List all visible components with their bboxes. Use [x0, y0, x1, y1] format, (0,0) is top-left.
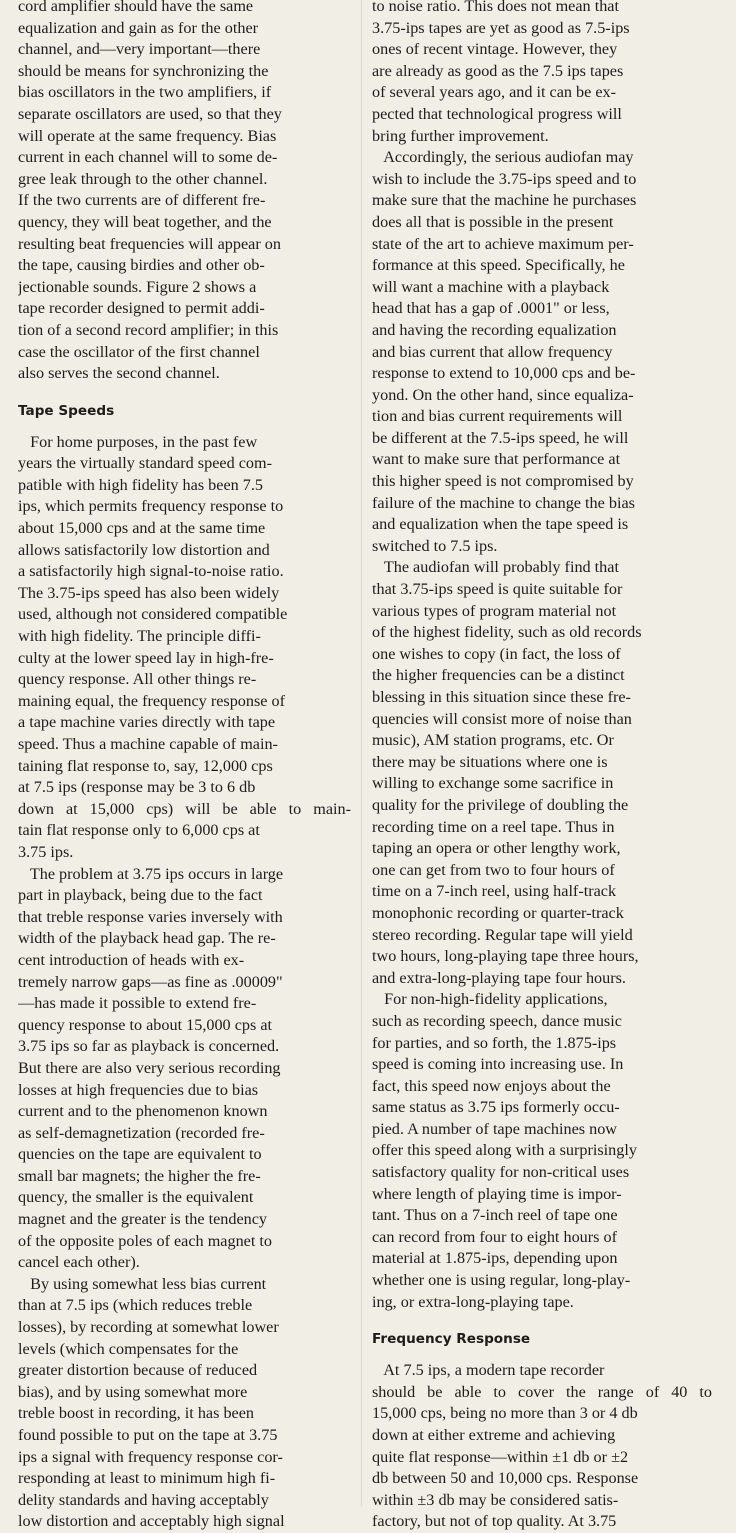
column-gutter [361, 0, 362, 1506]
section-heading: Frequency Response [372, 1331, 531, 1348]
text-line: material at 1.875-ips, depending upon [372, 1249, 618, 1268]
text-line: down at either extreme and achieving [372, 1426, 616, 1444]
text-line: culty at the lower speed lay in high-fre- [18, 648, 274, 667]
text-line: and bias current that allow frequency [372, 342, 613, 361]
text-line: channel, and—very important—there [18, 40, 261, 59]
text-line: part in playback, being due to the fact [18, 886, 263, 905]
text-line: equalization and gain as for the other [18, 18, 259, 37]
text-line: will want a machine with a playback [372, 277, 610, 296]
text-line: such as recording speech, dance music [372, 1011, 622, 1030]
text-line: yond. On the other hand, since equaliza- [372, 385, 634, 404]
text-line: the higher frequencies can be a distinct [372, 666, 625, 685]
text-line: tion of a second record amplifier; in this [18, 320, 279, 339]
text-line: case the oscillator of the first channel [18, 342, 260, 361]
text-line: as self-demagnetization (recorded fre- [18, 1123, 265, 1142]
text-line: bias), and by using somewhat more [18, 1382, 248, 1401]
text-line: one wishes to copy (in fact, the loss of [372, 644, 621, 663]
text-line: quency, the smaller is the equivalent [18, 1188, 254, 1207]
text-line: Accordingly, the serious audiofan may [372, 148, 634, 167]
text-line: music), AM station programs, etc. Or [372, 731, 614, 750]
text-line: For home purposes, in the past few [18, 432, 258, 451]
text-line: current and to the phenomenon known [18, 1102, 268, 1121]
text-line: losses at high frequencies due to bias [18, 1080, 259, 1099]
text-line: maining equal, the frequency response of [18, 691, 285, 710]
text-line: failure of the machine to change the bias [372, 493, 635, 512]
text-line: 3.75 ips so far as playback is concerned. [18, 1037, 280, 1056]
text-line: bring further improvement. [372, 126, 549, 145]
text-line: db between 50 and 10,000 cps. Response [372, 1469, 639, 1488]
text-line: used, although not considered compatible [18, 605, 288, 624]
text-line: quency response. All other things re- [18, 670, 257, 689]
text-line: speed. Thus a machine capable of main- [18, 735, 278, 753]
text-line: —has made it possible to extend fre- [18, 994, 257, 1013]
text-line: for parties, and so forth, the 1.875-ips [372, 1033, 617, 1052]
text-line: and equalization when the tape speed is [372, 515, 629, 534]
text-line: within ±3 db may be considered satis- [372, 1490, 619, 1509]
text-line: speed is coming into increasing use. In [372, 1055, 624, 1074]
text-line: delity standards and having acceptably [18, 1490, 269, 1509]
text-line: of several years ago, and it can be ex- [372, 83, 617, 102]
text-line: that 3.75-ips speed is quite suitable for [372, 580, 623, 599]
text-line: and having the recording equalization [372, 320, 617, 339]
text-line: allows satisfactorily low distortion and [18, 540, 270, 559]
text-line: quencies will consist more of noise than [372, 709, 632, 728]
text-line: quencies on the tape are equivalent to [18, 1145, 262, 1164]
text-line: be different at the 7.5-ips speed, he will [372, 428, 629, 447]
text-line: at 7.5 ips (response may be 3 to 6 db [18, 778, 256, 797]
text-line: down at 15,000 cps) will be able to main- [18, 799, 351, 818]
text-line: that treble response varies inversely with [18, 907, 283, 926]
text-line: response to extend to 10,000 cps and be- [372, 364, 636, 383]
text-line: switched to 7.5 ips. [372, 536, 498, 555]
text-line: same status as 3.75 ips formerly occu- [372, 1098, 620, 1117]
text-line: a tape machine varies directly with tape [18, 713, 276, 732]
text-line: with high fidelity. The principle diffi- [18, 627, 261, 646]
text-line: 3.75-ips tapes are yet as good as 7.5-ips [372, 18, 630, 37]
text-line: taining flat response to, say, 12,000 cps [18, 756, 273, 775]
spacer [372, 1350, 712, 1360]
text-line: and extra-long-playing tape four hours. [372, 968, 626, 987]
text-line: factory, but not of top quality. At 3.75 [372, 1512, 617, 1531]
text-line: the tape, causing birdies and other ob- [18, 256, 265, 275]
text-line: separate oscillators are used, so that they [18, 104, 282, 123]
text-line: magnet and the greater is the tendency [18, 1210, 268, 1229]
text-line: where length of playing time is impor- [372, 1184, 622, 1203]
text-line: formance at this speed. Specifically, he [372, 256, 625, 275]
text-line: tape recorder designed to permit addi- [18, 299, 265, 318]
text-line: losses), by recording at somewhat lower [18, 1318, 279, 1337]
text-line: ones of recent vintage. However, they [372, 40, 618, 59]
text-line: cent introduction of heads with ex- [18, 950, 245, 969]
text-line: The problem at 3.75 ips occurs in large [18, 864, 284, 883]
text-line: found possible to put on the tape at 3.75 [18, 1426, 278, 1444]
text-line: want to make sure that performance at [372, 450, 621, 469]
text-line: a satisfactorily high signal-to-noise ratio. [18, 562, 284, 581]
text-line: tremely narrow gaps—as fine as .00009" [18, 972, 283, 991]
text-line: head that has a gap of .0001" or less, [372, 299, 610, 318]
text-line: one can get from two to four hours of [372, 860, 615, 879]
text-line: quency response to about 15,000 cps at [18, 1015, 272, 1034]
text-line: should be able to cover the range of 40 to [372, 1382, 712, 1401]
text-line: wish to include the 3.75-ips speed and to [372, 169, 637, 188]
text-line: At 7.5 ips, a modern tape recorder [372, 1361, 605, 1380]
text-line: also serves the second channel. [18, 364, 220, 383]
text-line: quency, they will beat together, and the [18, 212, 272, 231]
text-line: ips, which permits frequency response to [18, 497, 284, 516]
spacer [18, 422, 351, 432]
text-line: than at 7.5 ips (which reduces treble [18, 1296, 253, 1315]
text-line: of the highest fidelity, such as old records [372, 623, 642, 642]
text-line: patible with high fidelity has been 7.5 [18, 475, 264, 494]
text-line: offer this speed along with a surprisingly [372, 1141, 637, 1160]
text-line: tain flat response only to 6,000 cps at [18, 821, 260, 840]
spacer [372, 1313, 712, 1328]
text-line: stereo recording. Regular tape will yield [372, 925, 633, 944]
text-line: time on a 7-inch reel, using half-track [372, 882, 617, 901]
text-line: monophonic recording or quarter-track [372, 903, 624, 922]
text-line: tant. Thus on a 7-inch reel of tape one [372, 1206, 618, 1225]
text-line: of the opposite poles of each magnet to [18, 1231, 272, 1250]
text-line: years the virtually standard speed com- [18, 454, 272, 473]
text-column-left [18, 0, 351, 1533]
text-line: about 15,000 cps and at the same time [18, 519, 266, 538]
text-line: tion and bias current requirements will [372, 407, 623, 426]
text-line: there may be situations where one is [372, 752, 608, 771]
text-line: ing, or extra-long-playing tape. [372, 1292, 574, 1311]
text-line: does all that is possible in the present [372, 212, 614, 231]
text-line: treble boost in recording, it has been [18, 1404, 254, 1423]
text-line: to noise ratio. This does not mean that [372, 0, 619, 15]
text-line: levels (which compensates for the [18, 1339, 239, 1358]
text-line: responding at least to minimum high fi- [18, 1469, 276, 1488]
text-line: greater distortion because of reduced [18, 1361, 258, 1380]
text-line: various types of program material not [372, 601, 617, 620]
text-line: 15,000 cps, being no more than 3 or 4 db [372, 1404, 638, 1423]
text-line: recording time on a reel tape. Thus in [372, 817, 615, 836]
text-line: If the two currents are of different fre- [18, 191, 266, 210]
text-line: resulting beat frequencies will appear on [18, 234, 281, 253]
text-line: cancel each other). [18, 1253, 140, 1272]
text-line: cord amplifier should have the same [18, 0, 254, 15]
spacer [18, 385, 351, 400]
text-line: will operate at the same frequency. Bias [18, 126, 277, 145]
text-line: current in each channel will to some de- [18, 148, 278, 167]
text-line: For non-high-fidelity applications, [372, 990, 608, 1009]
text-line: can record from four to eight hours of [372, 1227, 617, 1246]
text-line: satisfactory quality for non-critical uses [372, 1163, 630, 1182]
text-line: The 3.75-ips speed has also been widely [18, 583, 280, 602]
section-heading: Tape Speeds [18, 402, 115, 419]
text-line: But there are also very serious recording [18, 1058, 281, 1077]
text-line: quite flat response—within ±1 db or ±2 [372, 1447, 629, 1466]
text-line: quality for the privilege of doubling the [372, 795, 629, 814]
text-line: gree leak through to the other channel. [18, 169, 268, 188]
text-line: low distortion and acceptably high signal [18, 1512, 285, 1531]
text-line: bias oscillators in the two amplifiers, if [18, 83, 272, 102]
text-line: By using somewhat less bias current [18, 1274, 267, 1293]
text-line: width of the playback head gap. The re- [18, 929, 276, 948]
text-line: pected that technological progress will [372, 104, 622, 123]
text-line: jectionable sounds. Figure 2 shows a [18, 277, 257, 296]
text-line: The audiofan will probably find that [372, 558, 619, 577]
text-line: taping an opera or other lengthy work, [372, 839, 621, 858]
text-column-right [372, 0, 712, 1533]
text-line: should be means for synchronizing the [18, 61, 269, 80]
text-line: willing to exchange some sacrifice in [372, 774, 614, 793]
text-line: are already as good as the 7.5 ips tapes [372, 61, 624, 80]
text-line: whether one is using regular, long-play- [372, 1271, 631, 1290]
text-line: state of the art to achieve maximum per- [372, 234, 634, 253]
text-line: fact, this speed now enjoys about the [372, 1076, 611, 1095]
text-line: small bar magnets; the higher the fre- [18, 1166, 261, 1185]
text-line: blessing in this situation since these fre- [372, 688, 631, 706]
text-line: 3.75 ips. [18, 842, 74, 861]
text-line: make sure that the machine he purchases [372, 191, 637, 210]
text-line: pied. A number of tape machines now [372, 1119, 618, 1138]
text-line: two hours, long-playing tape three hours, [372, 947, 639, 966]
text-line: ips a signal with frequency response cor- [18, 1447, 283, 1466]
text-line: this higher speed is not compromised by [372, 472, 634, 491]
